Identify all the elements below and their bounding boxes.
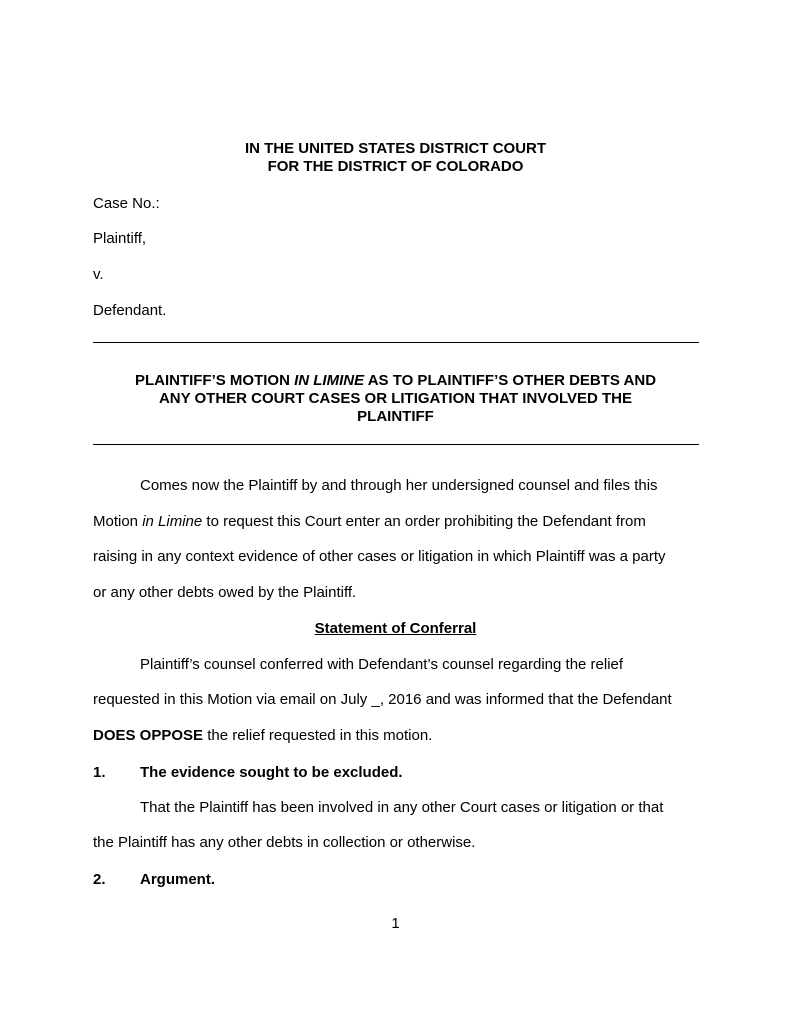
- defendant-label: Defendant.: [93, 302, 167, 319]
- plaintiff-label: Plaintiff,: [93, 230, 147, 247]
- motion-title-line3: PLAINTIFF: [357, 408, 434, 425]
- section-2-heading: Argument.: [140, 871, 215, 888]
- conferral-line-1: Plaintiff’s counsel conferred with Defendant’s counsel regarding the relief: [140, 656, 624, 673]
- case-number-label: Case No.:: [93, 195, 160, 212]
- caption-rule-top: [93, 342, 699, 343]
- intro-line-2: Motion in Limine to request this Court enter an order prohibiting the Defendant from: [93, 513, 646, 530]
- section-2-number: 2.: [93, 871, 106, 888]
- conferral-line-2: requested in this Motion via email on July _, 2016 and was informed that the Defendant: [93, 691, 672, 708]
- motion-title-line1: PLAINTIFF’S MOTION IN LIMINE AS TO PLAINTIFF’S OTHER DEBTS AND: [134, 372, 657, 389]
- motion-title-line2: ANY OTHER COURT CASES OR LITIGATION THAT INVOLVED THE: [158, 390, 633, 407]
- intro-line-1: Comes now the Plaintiff by and through her undersigned counsel and files this: [140, 477, 658, 494]
- page-number: 1: [391, 915, 400, 932]
- intro-line-4: or any other debts owed by the Plaintiff.: [93, 584, 357, 601]
- court-name: IN THE UNITED STATES DISTRICT COURT: [244, 140, 547, 157]
- intro-line-3: raising in any context evidence of other cases or litigation in which Plaintiff was a party: [93, 548, 666, 565]
- section-1-line-1: That the Plaintiff has been involved in any other Court cases or litigation or that: [140, 799, 664, 816]
- versus-label: v.: [93, 266, 104, 283]
- caption-rule-bottom: [93, 444, 699, 445]
- court-district: FOR THE DISTRICT OF COLORADO: [267, 158, 524, 175]
- section-1-line-2: the Plaintiff has any other debts in collection or otherwise.: [93, 834, 476, 851]
- section-1-number: 1.: [93, 764, 106, 781]
- section-1-heading: The evidence sought to be excluded.: [140, 764, 403, 781]
- conferral-heading: Statement of Conferral: [314, 620, 477, 637]
- conferral-line-3: DOES OPPOSE the relief requested in this motion.: [93, 727, 433, 744]
